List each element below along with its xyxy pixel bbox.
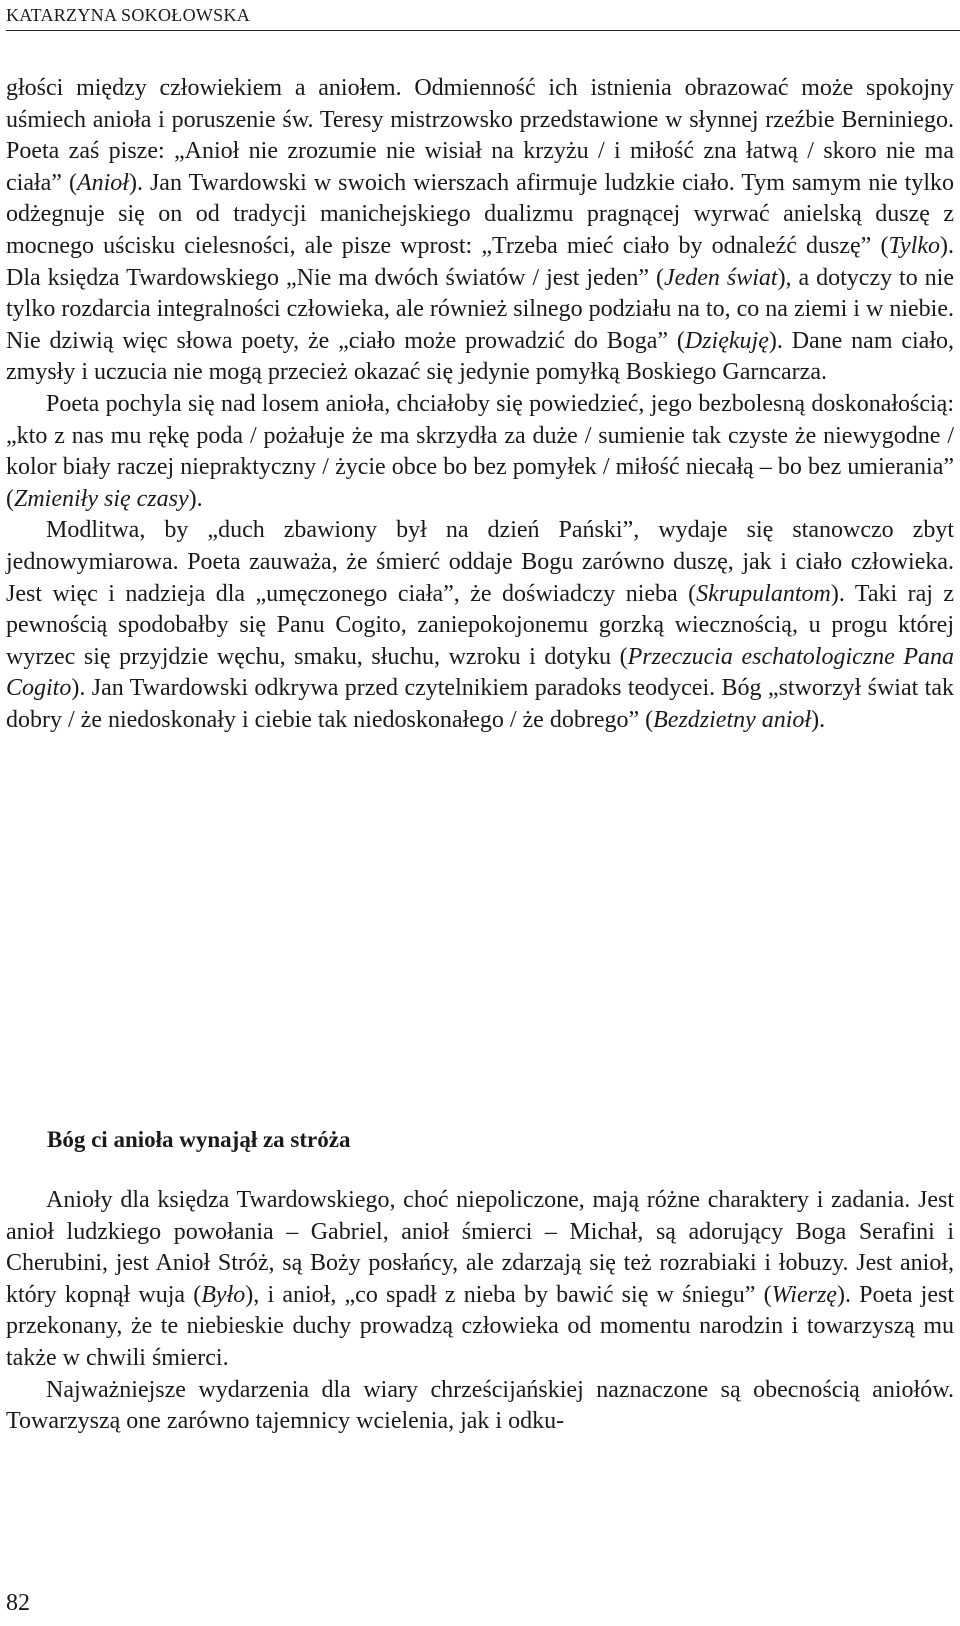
cited-title: Zmieniły się czasy [14, 485, 189, 512]
cited-title: Bezdzietny anioł [653, 706, 812, 733]
body-text-section-1 [6, 73, 954, 736]
paragraph: głości między człowiekiem a aniołem. Odmienność ich istnienia obrazować może spokojny uśmiech anioła i poruszenie św. Teresy mistrzowsko przedstawione w słynnej rzeźbie Berniniego. Poeta zaś pisze: „Anioł nie zrozumie nie wisiał na krzyżu / i miłość zna łatwą / skoro nie ma ciała” (Anioł). Jan Twardowski w swoich wierszach afirmuje ludzkie ciało. Tym samym nie tylko odżegnuje się on od tradycji manichejskiego dualizmu pragnącej wyrwać anielską duszę z mocnego uścisku cielesności, ale pisze wprost: „Trzeba mieć ciało by odnaleźć duszę” (Tylko). Dla księdza Twardowskiego „Nie ma dwóch światów / jest jeden” (Jeden świat), a dotyczy to nie tylko rozdarcia integralności człowieka, ale również silnego podziału na to, co na ziemi i w niebie. Nie dziwią więc słowa poety, że „ciało może prowadzić do Boga” (Dziękuję). Dane nam ciało, zmysły i uczucia nie mogą przecież okazać się jedynie pomyłką Boskiego Garncarza. [6, 75, 955, 386]
cited-title: Wierzę [771, 1281, 837, 1308]
section-heading: Bóg ci anioła wynajął za stróża [47, 1127, 351, 1152]
paragraph: Poeta pochyla się nad losem anioła, chciałoby się powiedzieć, jego bezbolesną doskonałością: „kto z nas mu rękę poda / pożałuje że ma skrzydła za duże / sumienie tak czyste że niewygodne / kolor biały raczej niepraktyczny / życie obce bo bez pomyłek / miłość niecałą – bo bez umierania” (Zmieniły się czasy). [6, 390, 954, 512]
cited-title: Anioł [76, 169, 129, 196]
paragraph: Najważniejsze wydarzenia dla wiary chrześcijańskiej naznaczone są obecnością aniołów. Towarzyszą one zarówno tajemnicy wcielenia, jak i odku- [6, 1376, 954, 1435]
cited-title: Było [201, 1281, 246, 1308]
cited-title: Tylko [888, 232, 940, 259]
cited-title: Przeczucia eschatologiczne Pana Cogito [6, 643, 954, 702]
page-number: 82 [6, 1590, 30, 1616]
cited-title: Skrupulantom [696, 580, 831, 607]
author-name: KATARZYNA SOKOŁOWSKA [6, 5, 251, 25]
running-header [6, 2, 960, 31]
paragraph: Anioły dla księdza Twardowskiego, choć niepoliczone, mają różne charaktery i zadania. Jest anioł ludzkiego powołania – Gabriel, anioł śmierci – Michał, są adorujący Boga Serafini i Cherubini, jest Anioł Stróż, są Boży posłańcy, ale zdarzają się też rozrabiaki i łobuzy. Jest anioł, który kopnął wuja (Było), i anioł, „co spadł z nieba by bawić się w śniegu” (Wierzę). Poeta jest przekonany, że te niebieskie duchy prowadzą człowieka od momentu narodzin i towarzyszą mu także w chwili śmierci. [6, 1187, 955, 1371]
cited-title: Dziękuję [684, 327, 769, 354]
cited-title: Jeden świat [663, 264, 778, 291]
paragraph: Modlitwa, by „duch zbawiony był na dzień Pański”, wydaje się stanowczo zbyt jednowymiarowa. Poeta zauważa, że śmierć oddaje Bogu zarówno duszę, jak i ciało człowieka. Jest więc i nadzieja dla „umęczonego ciała”, że doświadczy nieba (Skrupulantom). Taki raj z pewnością spodobałby się Panu Cogito, zaniepokojonemu gorzką wiecznością, u progu której wyrzec się przyjdzie węchu, smaku, słuchu, wzroku i dotyku (Przeczucia eschatologiczne Pana Cogito). Jan Twardowski odkrywa przed czytelnikiem paradoks teodycei. Bóg „stworzył świat tak dobry / że niedoskonały i ciebie tak niedoskonałego / że dobrego” (Bezdzietny anioł). [6, 517, 954, 733]
body-text-section-2 [6, 1185, 954, 1438]
